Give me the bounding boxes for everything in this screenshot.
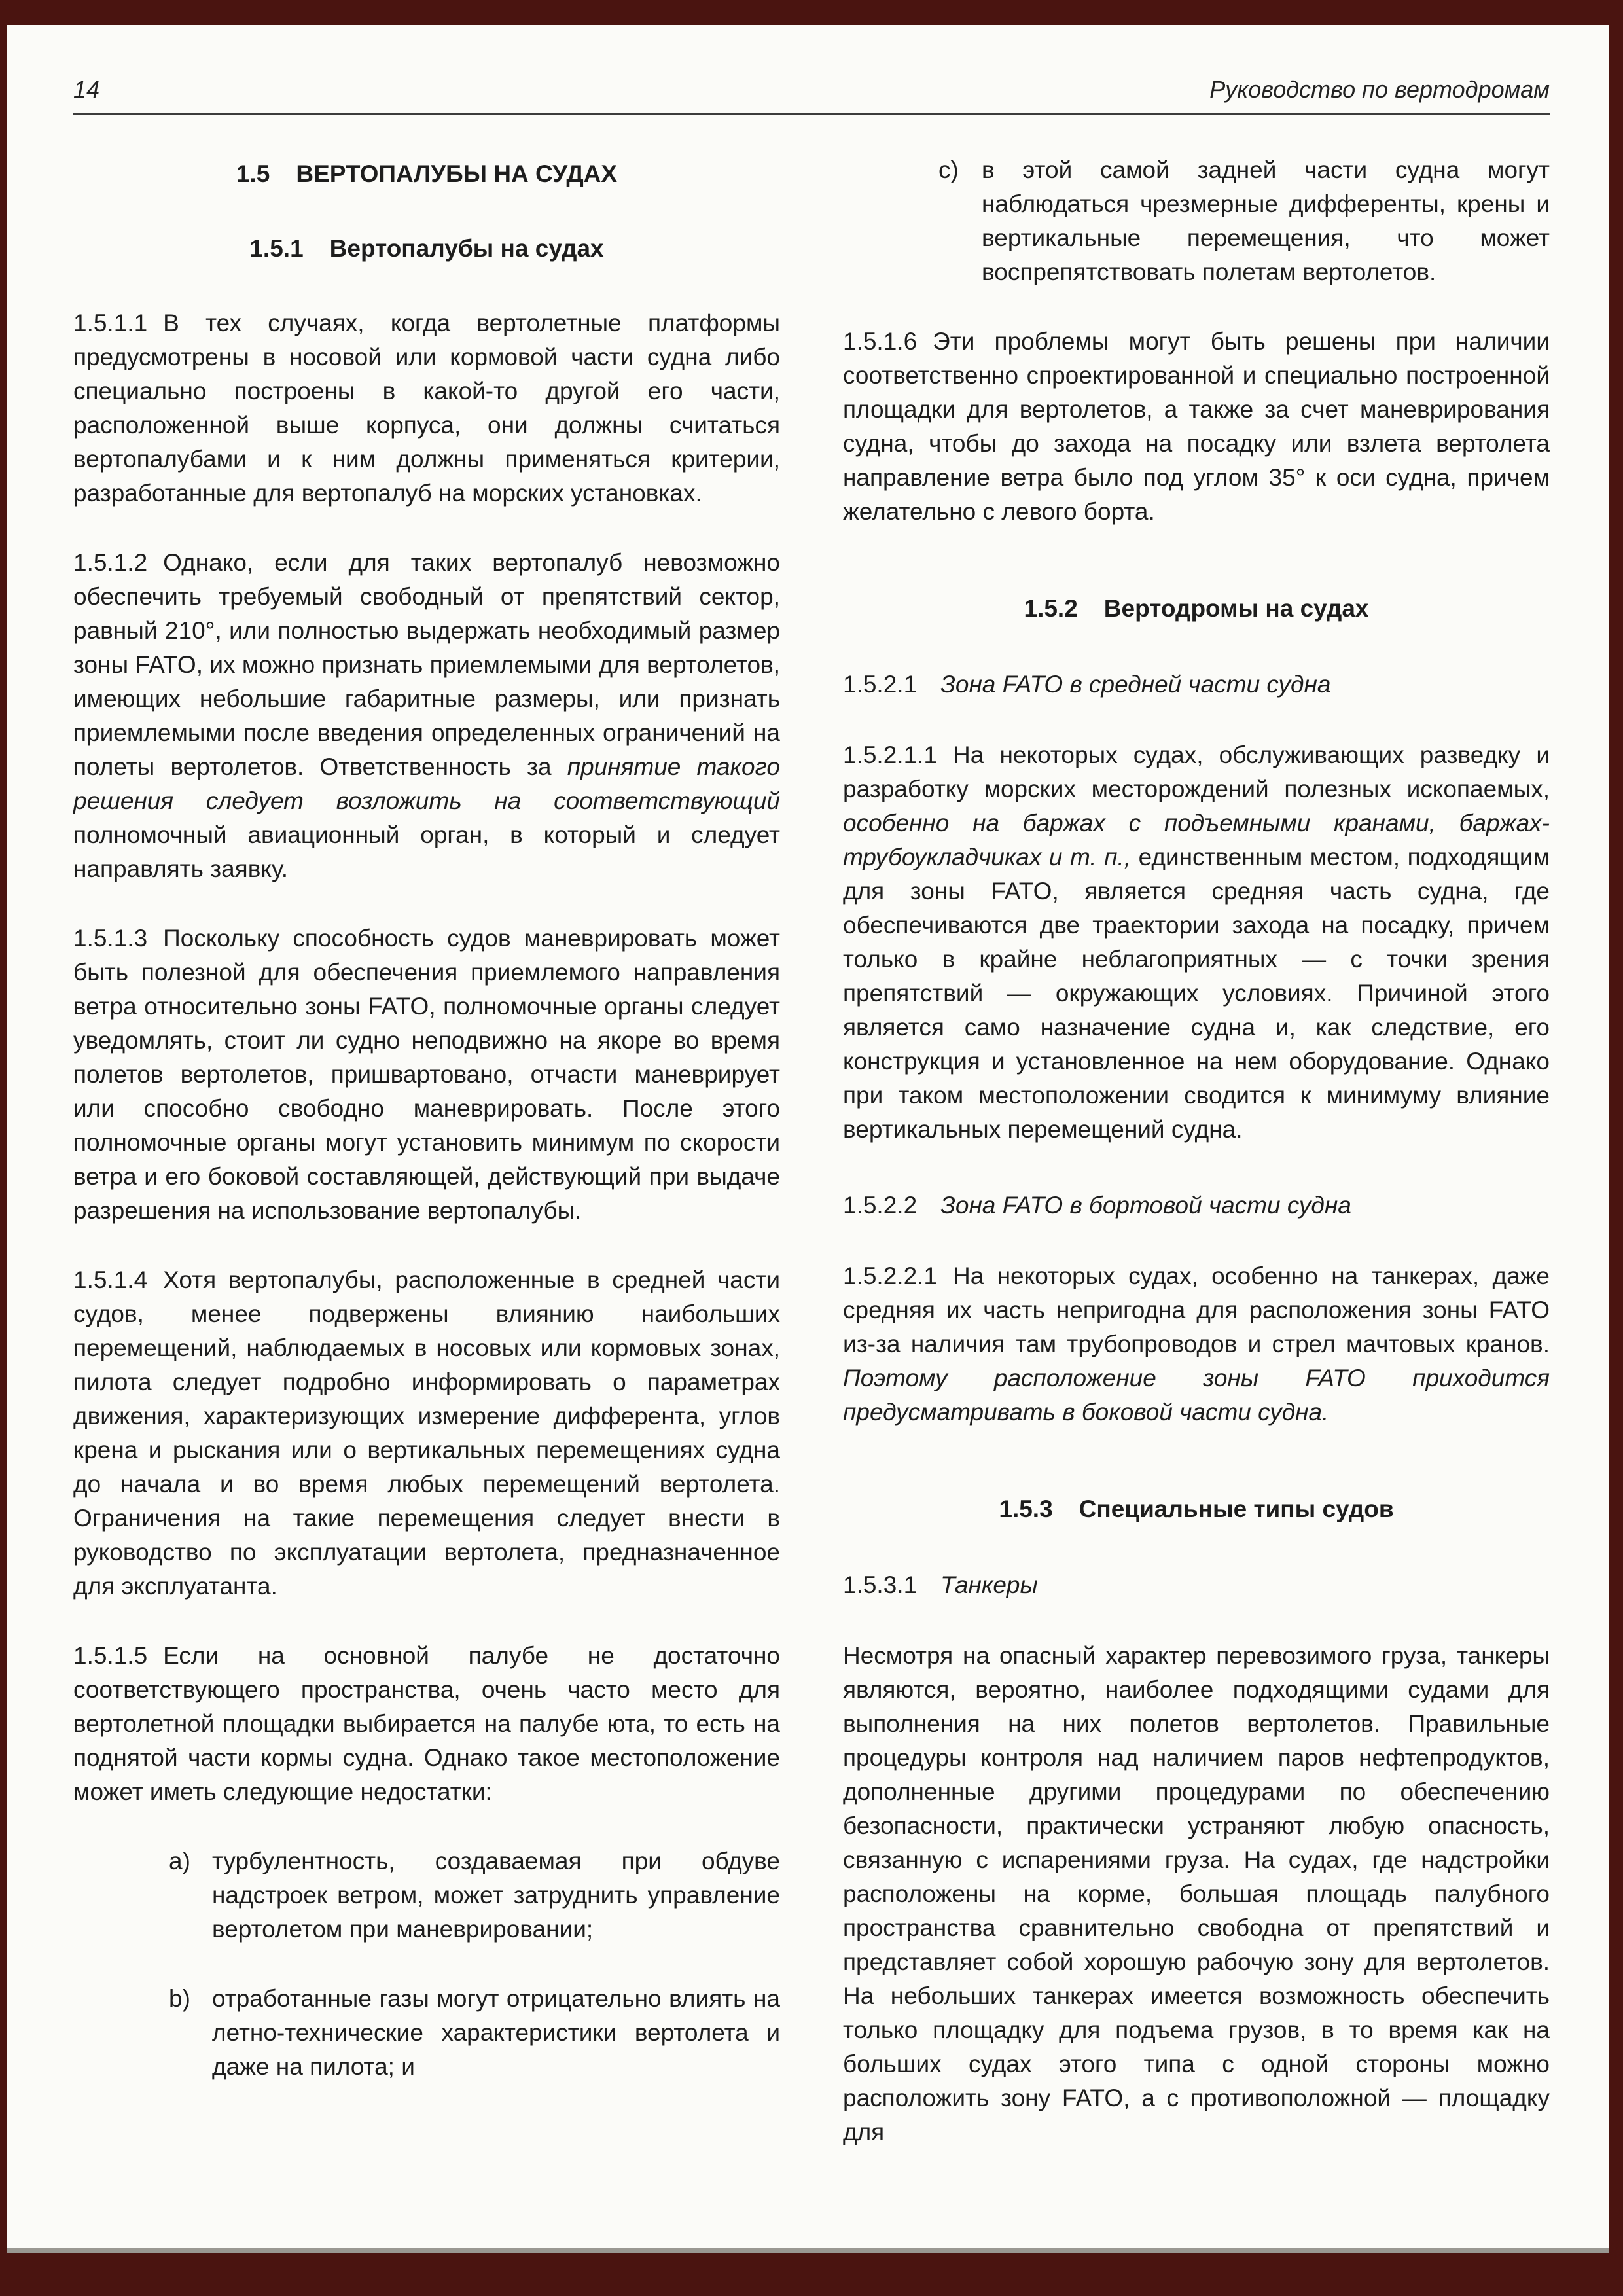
paragraph-text: На некоторых судах, обслуживающих разведку и разработку морских месторождений полезных ископаемых, особенно на баржах с подъемными кранами, баржах-трубоукладчиках и т. п., единственным местом, подходящим для зоны FATO, является средняя часть судна, где обеспечиваются две траектории захода на посадку, причем только в крайне неблагоприятных — с точки зрения препятствий — окружающих условиях. Причиной этого является само назначение судна и, как следствие, его конструкция и установленное на нем оборудование. Однако при таком местоположении сводится к минимуму влияние вертикальных перемещений судна. [843, 742, 1550, 1143]
list-item-text: в этой самой задней части судна могут наблюдаться чрезмерные дифференты, крены и вертикальные перемещения, что может воспрепятствовать полетам вертолетов. [982, 156, 1550, 285]
section-heading-1-5-3 [843, 1492, 1550, 1526]
paragraph-1-5-1-4 [73, 1263, 780, 1604]
paragraph-text: Если на основной палубе не достаточно соответствующего пространства, очень часто место для вертолетной площадки выбирается на палубе юта, то есть на поднятой части кормы судна. Однако такое местоположение может иметь следующие недостатки: [73, 1642, 780, 1805]
paragraph-1-5-1-3 [73, 922, 780, 1228]
heading-number: 1.5.2 [1024, 595, 1078, 622]
paragraph-1-5-2-1-1 [843, 738, 1550, 1147]
section-heading-1-5-2 [843, 592, 1550, 626]
sub-heading-1-5-1 [73, 232, 780, 266]
paragraph-text: Поскольку способность судов маневрировать может быть полезной для обеспечения приемлемого направления ветра относительно зоны FATO, полномочные органы следует уведомлять, стоит ли судно неподвижно на якоре во время полетов вертолетов, пришвартовано, отчасти маневрирует или способно свободно маневрировать. После этого полномочные органы могут установить минимум по скорости ветра и его боковой составляющей, действующий при выдаче разрешения на использование вертопалубы. [73, 925, 780, 1224]
paragraph-1-5-1-2 [73, 546, 780, 886]
heading-title: Вертодромы на судах [1103, 595, 1369, 622]
page-number: 14 [73, 76, 100, 103]
header-rule [73, 113, 1550, 115]
paragraph-1-5-1-6 [843, 325, 1550, 529]
paragraph-1-5-2-2-1 [843, 1259, 1550, 1429]
paragraph-number: 1.5.2.2.1 [843, 1263, 938, 1289]
heading-title: Танкеры [940, 1571, 1038, 1598]
heading-title: Специальные типы судов [1079, 1496, 1394, 1522]
paragraph-number: 1.5.1.6 [843, 328, 918, 355]
sub-heading-1-5-2-1 [843, 668, 1550, 702]
paragraph-1-5-1-1 [73, 306, 780, 511]
paragraph-text: Эти проблемы могут быть решены при наличии соответственно спроектированной и специально построенной площадки для вертолетов, а также за счет маневрирования судна, чтобы до захода на посадку или взлета вертолета направление ветра было под углом 35° к оси судна, причем желательно с левого борта. [843, 328, 1550, 525]
paragraph-number: 1.5.2.1.1 [843, 742, 938, 768]
heading-number: 1.5.2.2 [843, 1192, 918, 1219]
sub-heading-1-5-3-1 [843, 1568, 1550, 1602]
heading-title: Вертопалубы на судах [329, 235, 604, 262]
heading-number: 1.5 [236, 160, 270, 187]
list-marker: b) [169, 1985, 190, 2012]
heading-number: 1.5.2.1 [843, 671, 918, 698]
heading-title: Зона FATO в бортовой части судна [940, 1192, 1351, 1219]
list-marker: a) [169, 1848, 190, 1874]
paragraph-text: В тех случаях, когда вертолетные платформы предусмотрены в носовой или кормовой части судна либо специально построены в какой-то другой его части, расположенной выше корпуса, они должны считаться вертопалубами и к ним должны применяться критерии, разработанные для вертопалуб на морских установках. [73, 310, 780, 507]
paragraph-text: На некоторых судах, особенно на танкерах, даже средняя их часть непригодна для расположения зоны FATO из-за наличия там трубопроводов и стрел мачтовых кранов. Поэтому расположение зоны FATO приходится предусматривать в боковой части судна. [843, 1263, 1550, 1426]
paragraph-number: 1.5.1.3 [73, 925, 148, 952]
list-item-text: турбулентность, создаваемая при обдуве надстроек ветром, может затруднить управление вертолетом при маневрировании; [212, 1848, 780, 1943]
heading-number: 1.5.3 [999, 1496, 1053, 1522]
paragraph-text: Хотя вертопалубы, расположенные в средней части судов, менее подвержены влиянию наибольших перемещений, наблюдаемых в носовых или кормовых зонах, пилота следует подробно информировать о параметрах движения, характеризующих измерение дифферента, углов крена и рыскания или о вертикальных перемещениях судна до начала и во время любых перемещений вертолета. Ограничения на такие перемещения следует внести в руководство по эксплуатации вертолета, предназначенное для эксплуатанта. [73, 1266, 780, 1600]
paragraph-tankers [843, 1639, 1550, 2149]
paragraph-number: 1.5.1.5 [73, 1642, 148, 1669]
paragraph-number: 1.5.1.2 [73, 549, 148, 576]
heading-title: Зона FATO в средней части судна [940, 671, 1331, 698]
list-item-c [843, 153, 1550, 289]
left-column [73, 153, 780, 2185]
list-item-a [73, 1844, 780, 1946]
heading-number: 1.5.1 [249, 235, 304, 262]
paragraph-text: Несмотря на опасный характер перевозимого груза, танкеры являются, вероятно, наиболее подходящими судами для выполнения на них полетов вертолетов. Правильные процедуры контроля над наличием паров нефтепродуктов, дополненные другими процедурами по обеспечению безопасности, практически устраняют любую опасность, связанную с испарениями груза. На судах, где надстройки расположены на корме, большая площадь палубного пространства сравнительно свободна от препятствий и представляет собой хорошую рабочую зону для вертолетов. На небольших танкерах имеется возможность обеспечить только площадку для подъема грузов, в то время как на больших судах этого типа с одной стороны можно расположить зону FATO, а с противоположной — площадку для [843, 1642, 1550, 2145]
heading-number: 1.5.3.1 [843, 1571, 918, 1598]
list-marker: c) [938, 156, 959, 183]
paragraph-1-5-1-5 [73, 1639, 780, 1809]
page-header [73, 76, 1550, 103]
list-item-text: отработанные газы могут отрицательно влиять на летно-технические характеристики вертолета и даже на пилота; и [212, 1985, 780, 2080]
list-item-b [73, 1982, 780, 2084]
heading-title: ВЕРТОПАЛУБЫ НА СУДАХ [296, 160, 618, 187]
content-columns [73, 153, 1550, 2185]
section-heading-1-5 [73, 157, 780, 191]
page-content [7, 25, 1609, 2185]
sub-heading-1-5-2-2 [843, 1189, 1550, 1223]
running-title: Руководство по вертодромам [1209, 76, 1550, 103]
document-page [7, 25, 1609, 2253]
right-column [843, 153, 1550, 2185]
paragraph-text: Однако, если для таких вертопалуб невозможно обеспечить требуемый свободный от препятствий сектор, равный 210°, или полностью выдержать необходимый размер зоны FATO, их можно признать приемлемыми для вертолетов, имеющих небольшие габаритные размеры, или признать приемлемыми после введения определенных ограничений на полеты вертолетов. Ответственность за принятие такого решения следует возложить на соответствующий полномочный авиационный орган, в который и следует направлять заявку. [73, 549, 780, 882]
paragraph-number: 1.5.1.1 [73, 310, 148, 336]
paragraph-number: 1.5.1.4 [73, 1266, 148, 1293]
